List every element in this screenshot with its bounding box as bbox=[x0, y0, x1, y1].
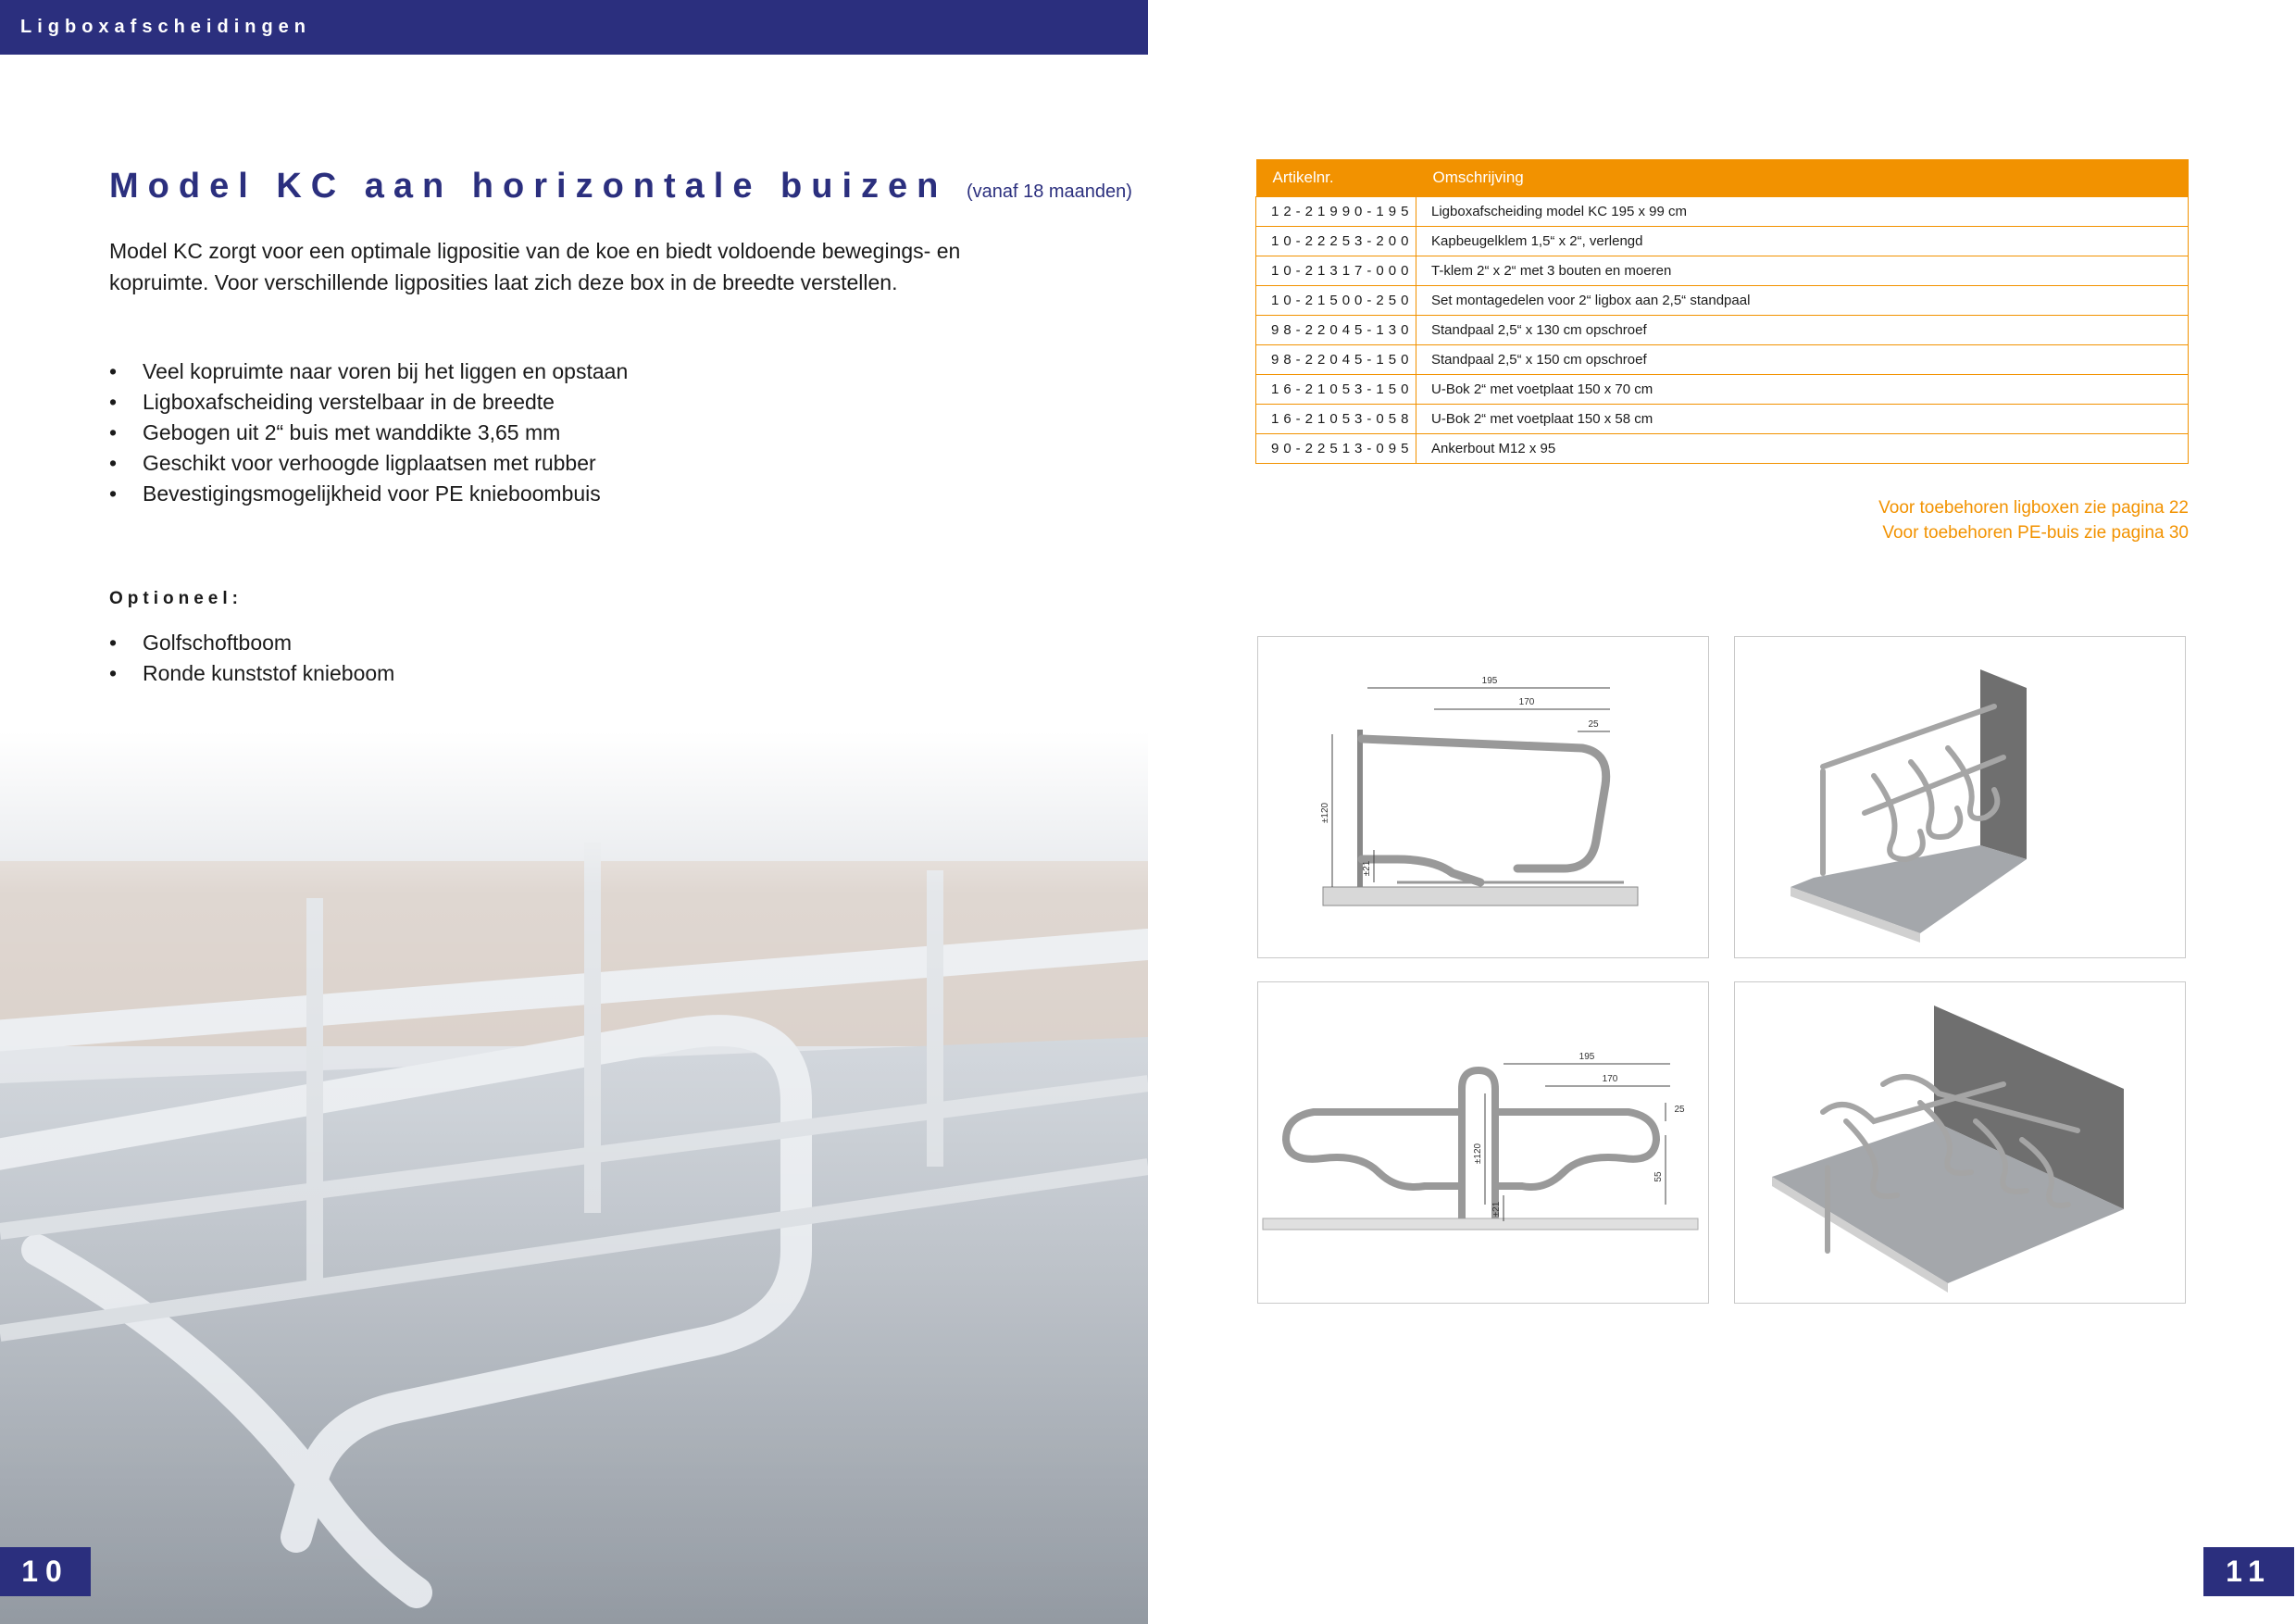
accessory-note: Voor toebehoren PE-buis zie pagina 30 bbox=[1882, 523, 2189, 543]
drawing-side-view bbox=[1257, 636, 1709, 958]
article-number: 10-21500-250 bbox=[1256, 286, 1416, 316]
article-description: Kapbeugelklem 1,5“ x 2“, verlengd bbox=[1416, 227, 2189, 256]
page-title bbox=[109, 167, 1132, 206]
table-row bbox=[1256, 316, 2189, 345]
article-number: 16-21053-058 bbox=[1256, 405, 1416, 434]
dim-label: 170 bbox=[1602, 1074, 1618, 1084]
article-number: 16-21053-150 bbox=[1256, 375, 1416, 405]
section-title: Ligboxafscheidingen bbox=[20, 17, 312, 37]
table-row bbox=[1256, 286, 2189, 316]
column-header-article: Artikelnr. bbox=[1256, 159, 1416, 197]
list-item: • Golfschoftboom bbox=[109, 628, 394, 658]
table-row bbox=[1256, 375, 2189, 405]
table-row bbox=[1256, 434, 2189, 464]
dim-label: ±120 bbox=[1320, 802, 1330, 824]
list-item: • Veel kopruimte naar voren bij het liggen en opstaan bbox=[109, 356, 628, 387]
render-isometric-single bbox=[1734, 636, 2186, 958]
article-description: Ankerbout M12 x 95 bbox=[1416, 434, 2189, 464]
dim-label: 55 bbox=[1653, 1171, 1664, 1182]
dim-label: ±21 bbox=[1491, 1201, 1502, 1218]
article-description: Standpaal 2,5“ x 150 cm opschroef bbox=[1416, 345, 2189, 375]
dim-label: ±120 bbox=[1473, 1143, 1483, 1165]
optional-list bbox=[109, 628, 394, 689]
column-header-description: Omschrijving bbox=[1416, 159, 2189, 197]
list-item: • Bevestigingsmogelijkheid voor PE knieboombuis bbox=[109, 479, 628, 509]
table-row bbox=[1256, 405, 2189, 434]
article-table bbox=[1255, 159, 2189, 464]
article-description: Standpaal 2,5“ x 130 cm opschroef bbox=[1416, 316, 2189, 345]
list-item: • Gebogen uit 2“ buis met wanddikte 3,65 mm bbox=[109, 418, 628, 448]
dim-label: 195 bbox=[1481, 676, 1498, 686]
render-isometric-double bbox=[1734, 981, 2186, 1304]
dim-label: 195 bbox=[1578, 1052, 1595, 1062]
article-number: 98-22045-150 bbox=[1256, 345, 1416, 375]
dim-label: ±21 bbox=[1362, 860, 1372, 877]
article-number: 98-22045-130 bbox=[1256, 316, 1416, 345]
section-header-bar bbox=[0, 0, 1148, 55]
article-description: U-Bok 2“ met voetplaat 150 x 70 cm bbox=[1416, 375, 2189, 405]
article-description: Set montagedelen voor 2“ ligbox aan 2,5“ standpaal bbox=[1416, 286, 2189, 316]
feature-list bbox=[109, 356, 628, 509]
dim-label: 25 bbox=[1588, 719, 1599, 730]
article-description: Ligboxafscheiding model KC 195 x 99 cm bbox=[1416, 197, 2189, 227]
table-row bbox=[1256, 345, 2189, 375]
intro-text: Model KC zorgt voor een optimale ligpositie van de koe en biedt voldoende bewegings- en kopruimte. Voor verschillende ligposities laat zich deze box in de breedte verstellen. bbox=[109, 239, 961, 294]
list-item: • Geschikt voor verhoogde ligplaatsen met rubber bbox=[109, 448, 628, 479]
table-row bbox=[1256, 256, 2189, 286]
table-header-row bbox=[1256, 159, 2189, 197]
article-number: 12-21990-195 bbox=[1256, 197, 1416, 227]
dim-label: 170 bbox=[1518, 697, 1535, 707]
article-description: T-klem 2“ x 2“ met 3 bouten en moeren bbox=[1416, 256, 2189, 286]
page-number-right: 11 bbox=[2203, 1547, 2294, 1596]
article-number: 10-21317-000 bbox=[1256, 256, 1416, 286]
article-number: 10-22253-200 bbox=[1256, 227, 1416, 256]
list-item: • Ligboxafscheiding verstelbaar in de breedte bbox=[109, 387, 628, 418]
list-item: • Ronde kunststof knieboom bbox=[109, 658, 394, 689]
title-main: Model KC aan horizontale buizen bbox=[109, 167, 948, 206]
page-number-left: 10 bbox=[0, 1547, 91, 1596]
accessory-note: Voor toebehoren ligboxen zie pagina 22 bbox=[1878, 498, 2189, 518]
table-row bbox=[1256, 197, 2189, 227]
drawing-double-side-view bbox=[1257, 981, 1709, 1304]
table-row bbox=[1256, 227, 2189, 256]
title-subtitle: (vanaf 18 maanden) bbox=[966, 181, 1132, 202]
optional-heading: Optioneel: bbox=[109, 589, 243, 608]
dim-label: 25 bbox=[1674, 1105, 1685, 1115]
article-description: U-Bok 2“ met voetplaat 150 x 58 cm bbox=[1416, 405, 2189, 434]
article-number: 90-22513-095 bbox=[1256, 434, 1416, 464]
product-photo bbox=[0, 731, 1148, 1624]
